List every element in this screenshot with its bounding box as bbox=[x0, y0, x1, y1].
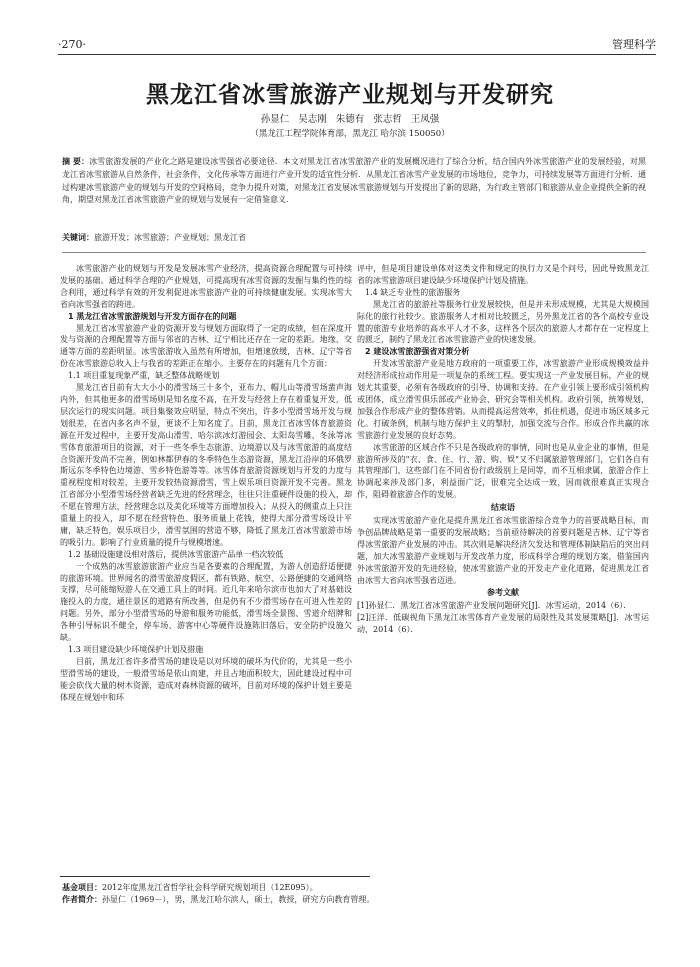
abstract-text: 冰雪旅游发展的产业化之路是建设冰雪强省必要途径．本文对黑龙江省冰雪旅游产业的发展概况进行了综合分析，结合国内外冰雪旅游产业的发展经验，对黑龙江省冰雪旅游从自然条件，社会条件，文化传承等方面进行产业开发的适宜性分析．从黑龙江省冰雪产业发展的市场地位，竞争力，可持续发展等方面进行分析．通过构建冰雪旅游产业的规划与开发的空间格局，竞争力提升对策，对黑龙江省发展冰雪旅游规划与开发提出了新的思路，为行政主管部门和旅游从业企业提供全新的视角，期望对黑龙江省冰雪旅游产业的规划与发展有一定借鉴意义． bbox=[62, 157, 646, 205]
keywords-label: 关键词： bbox=[62, 233, 94, 242]
paragraph: 冰雪旅游产业的规划与开发是发展冰雪产业经济，提高资源合理配置与可持续发展的基础。通过科学合理的产业规划，可提高现有冰雪资源的发掘与集约性的综合利用，通过科学有效的开发利促进冰雪旅游产业的可持续健康发展。实现冰雪大省向冰雪强省的跨进。 bbox=[60, 264, 352, 309]
paragraph: 目前，黑龙江省许多滑雪场的建设是以对环境的破坏为代价的，尤其是一些小型滑雪场的建设，一般滑雪场是依山而建，并且占地面积较大，因此建设过程中可能会砍伐大量的树木资源，造成对森林资源的破坏，目前对环境的保护计划主要是体现在规划中和环 bbox=[60, 656, 352, 702]
page-header bbox=[58, 36, 656, 54]
right-column bbox=[357, 263, 649, 823]
article-title: 黑龙江省冰雪旅游产业规划与开发研究 bbox=[146, 82, 554, 108]
section-title: 结束语 bbox=[491, 503, 515, 513]
author-text: 孙显仁（1969－），男，黑龙江哈尔滨人，硕士，教授，研究方向教育管理。 bbox=[102, 895, 375, 904]
abstract-rule bbox=[62, 252, 646, 253]
footnote-rule bbox=[60, 876, 370, 877]
keywords bbox=[62, 232, 646, 243]
page-number: ·270· bbox=[58, 38, 86, 51]
fund-label: 基金项目： bbox=[62, 883, 102, 892]
paragraph: 冰雪旅游的区域合作不只是各级政府的事情，同时也是从业企业的事情，但是旅游所涉及的"衣、食、住、行、游、购、娱"又不归属旅游管理部门，它们各自有其管理部门，这些部门在不同省份行政级别上是同等，而不互相隶属，旅游合作上协调起来涉及部门多，利益面广泛，很难完全达成一致，因而就很难真正实现合作，阻碍着旅游合作的发展。 bbox=[357, 442, 649, 500]
footnotes bbox=[62, 882, 646, 906]
header-rule bbox=[58, 54, 656, 55]
paragraph: 一个成熟的冰雪旅游旅游产业应当是各要素的合理配置，为游人创造舒适便捷的旅游环境。世界闻名的滑雪旅游度假区，都有铁路、航空、公路便捷的交通网络支撑，尽可能缩短游人在交通工具上的时间。近几年来哈尔滨市也加大了对基础设施投入的力度，通往景区的道路有所改善，但是仍有不少滑雪场存在可进入性差的问题。另外，部分小型滑雪场的导游和服务功能低，滑雪场全景图、雪道介绍牌和各种引导标识不健全，停车场、游客中心等硬件设施陈旧落后，安全防护设施欠缺。 bbox=[60, 561, 352, 643]
author-note bbox=[62, 894, 646, 906]
authors: 孙显仁 吴志刚 朱德有 张志哲 王凤强 bbox=[260, 114, 440, 125]
subsection-heading: 1.1 项目重复现象严重，缺乏整体战略规划 bbox=[68, 371, 220, 381]
section-title: 参考文献 bbox=[487, 588, 519, 598]
subsection-heading: 1.2 基础设施建设相对落后，提供冰雪旅游产品单一档次较低 bbox=[68, 549, 284, 559]
abstract bbox=[62, 156, 646, 207]
section-heading: 2 建设冰雪旅游强省对策分析 bbox=[365, 347, 470, 357]
paragraph: 实现冰雪旅游产业化是提升黑龙江省冰雪旅游综合竞争力的首要战略目标，而争创品牌战略是第一重要的发展战略；当前亟待解决的首要问题是吉林、辽宁等省得冰雪旅游产业发展的冲击。其次则是解决经济欠发达和管理体制缺陷后的突出问题，加大冰雪旅游产业规划与开发改革力度，形成科学合理的规划方案，借鉴国内外冰雪旅游开发的先进经验，使冰雪旅游产业的开发走产业化道路，促进黑龙江省由冰雪大省向冰雪强省迈进。 bbox=[357, 516, 649, 585]
subsection-heading: 1.4 缺乏专业性的旅游服务 bbox=[365, 287, 461, 297]
abstract-label: 摘 要： bbox=[62, 157, 90, 166]
paragraph: 黑龙江省冰雪旅游产业的资源开发与规划方面取得了一定的成绩，但在深度开发与资源的合理配置等方面与邻省的吉林、辽宁相比还存在一定的差距。地缘、交通等方面的差距明显。冰雪旅游收入虽然有所增加，但增速放缓，吉林、辽宁等省份在冰雪旅游总收入上与我省的差距正在缩小。主要存在的问题有几个方面： bbox=[60, 323, 352, 369]
paragraph: 评中，但是项目建设单体对这类文件和规定的执行力又是个问号，因此导致黑龙江省的冰雪旅游项目建设缺少环境保护计划及措施。 bbox=[357, 264, 649, 285]
affiliation: （黑龙江工程学院体育部，黑龙江 哈尔滨 150050） bbox=[250, 129, 450, 139]
subsection-heading: 1.3 项目建设缺少环境保护计划及措施 bbox=[68, 645, 204, 654]
fund-note bbox=[62, 882, 646, 894]
paragraph: 黑龙江省目前有大大小小的滑雪场三十多个，亚布力、帽儿山等滑雪场蜚声海内外，但其他更多的滑雪场则是知名度不高，在开发与经营上存在着重复开发，低层次运行的现实问题。项目集聚效应明显，特点不突出，许多小型滑雪场开发与规划很差，在省内多名声不显，更谈不上知名度了。目前，黑龙江省冰雪体育旅游资源在开发过程中，主要开发高山滑雪、哈尔滨冰灯游园会、太阳岛雪雕、冬泳等冰雪体育旅游项目的资源，对于一些冬季生态旅游、边境游以及与冰雪旅游的高度结合资源开发尚不完善，例如林都伊春的冬季特色生态游资源，黑龙江沿岸的环俄罗斯远东冬季特色边境游、雪乡特色游等等。冰雪体育旅游资源规划与开发的力度与重视程度相对较差，主要开发较热资源滑雪，雪上娱乐项目资源开发不完善。黑龙江省部分小型滑雪场经营者缺乏先进的经营理念，往往只注重硬件设施的投入，却不愿在管理方法，经营理念以及美化环境等方面增加投入；从投入的侧重点上只注重量上的投入，却不愿在经营特色、服务质量上花钱，使得大部分滑雪场设计平庸，缺乏特色，娱乐项目少，滑雪氛围的营造不够，降低了黑龙江省冰雪旅游市场的吸引力。影响了行业质量的提升与规模增速。 bbox=[60, 383, 352, 547]
section-heading: 1 黑龙江省冰雪旅游规划与开发方面存在的问题 bbox=[68, 311, 237, 321]
keywords-text: 旅游开发；冰雪旅游；产业规划；黑龙江省 bbox=[94, 233, 246, 242]
paragraph: 黑龙江省的旅游社等服务行业发展较快，但是并未形成规模，尤其是大规模国际化的旅行社较少。旅游服务人才相对比较匮乏，另外黑龙江省的各个高校专业设置的旅游专业培养的高水平人才不多，这样各个层次的旅游人才都存在一定程度上的匮乏，制约了黑龙江省冰雪旅游产业的快速发展。 bbox=[357, 299, 649, 345]
reference-item: [1]孙显仁．黑龙江省冰雪旅游产业发展问题研究[J]．冰雪运动，2014（6）． bbox=[357, 601, 632, 611]
fund-text: 2012年度黑龙江省哲学社会科学研究规划项目（12E095）。 bbox=[102, 883, 318, 892]
paragraph: 开发冰雪旅游产业是地方政府的一项重要工作，冰雪旅游产业形成规模效益并对经济形成拉动作用是一项复杂的系统工程。要实现这一产业发展目标，产业的规划尤其重要，必须有各级政府的引导、协调和支持。在产业引领上要形成引领机构或团体，成立滑雪俱乐部或产业协会、研究会等相关机构。政府引领，统筹规划，加强合作形成产业的整体营销。从而提高运营效率，抓住机遇，促进市场区域多元化。打破条例，机制与地方保护主义的掣肘，加强交流与合作。形成合作共赢的冰雪旅游行业发展的良好态势。 bbox=[357, 359, 649, 440]
author-label: 作者简介： bbox=[62, 895, 102, 904]
journal-section: 管理科学 bbox=[612, 38, 656, 51]
left-column bbox=[60, 263, 352, 863]
reference-item: [2]汪洋．低碳视角下黑龙江冰雪体育产业发展的局限性及其发展策略[J]．冰雪运动，2014（6）． bbox=[357, 613, 649, 635]
